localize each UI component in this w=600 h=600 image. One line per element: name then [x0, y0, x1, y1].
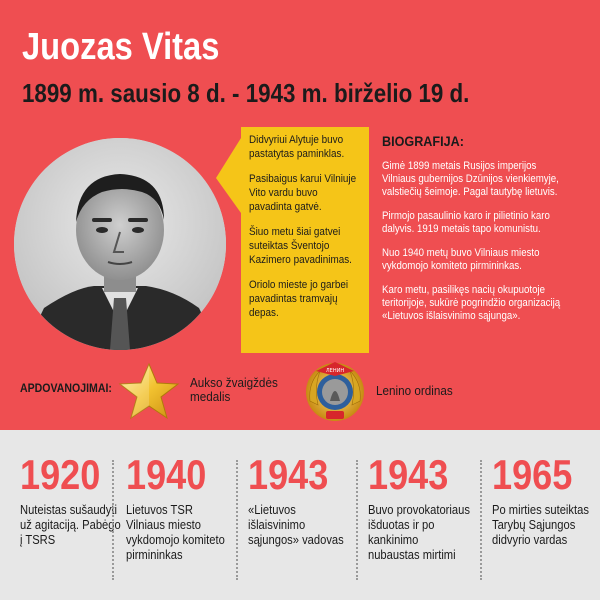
- biography-paragraph: Gimė 1899 metais Rusijos imperijos Vilniaus gubernijos Dzūnijos vienkiemyje, valstiečių šeimoje. Pagal tautybę lietuvis.: [382, 160, 559, 198]
- timeline-description: «Lietuvos išlaisvinimo sąjungos» vadovas: [248, 502, 344, 547]
- timeline-year: 1943: [248, 451, 329, 498]
- portrait-photo: [14, 138, 226, 350]
- timeline-item: [20, 452, 140, 547]
- portrait-illustration: [14, 138, 226, 350]
- facts-callout: [241, 127, 369, 353]
- callout-fact: Oriolo mieste jo garbei pavadintas tramvajų depas.: [249, 279, 349, 319]
- biography-paragraph: Nuo 1940 metų buvo Vilniaus miesto vykdomojo komiteto pirmininkas.: [382, 247, 540, 272]
- timeline-description: Lietuvos TSR Vilniaus miesto vykdomojo komiteto pirmininkas: [126, 502, 225, 562]
- awards-label: APDOVANOJIMAI:: [20, 381, 112, 395]
- biography-paragraph: Pirmojo pasaulinio karo ir pilietinio karo dalyvis. 1919 metais tapo komunistu.: [382, 210, 550, 235]
- life-dates: 1899 m. sausio 8 d. - 1943 m. birželio 19 d.: [22, 78, 470, 108]
- biography-paragraph: Karo metu, pasilikęs nacių okupuotoje teritorijoje, sukūrė pogrindžio organizaciją «Lietuvos išlaisvinimo sąjunga».: [382, 284, 561, 322]
- timeline-item: [492, 452, 600, 547]
- timeline-divider: [236, 460, 238, 580]
- order-emblem-text: ЛЕНИН: [325, 368, 345, 374]
- callout-fact: Didvyriui Alytuje buvo pastatytas paminklas.: [249, 134, 345, 160]
- timeline-description: Po mirties suteiktas Tarybų Sąjungos didvyrio vardas: [492, 502, 589, 547]
- biography-title: BIOGRAFIJA:: [382, 133, 464, 149]
- timeline-item: [126, 452, 246, 562]
- callout-fact: Šiuo metu šiai gatvei suteiktas Šventojo Kazimero pavadinimas.: [249, 226, 352, 266]
- gold-star-medal-icon: [118, 362, 180, 420]
- timeline-year: 1943: [368, 451, 449, 498]
- timeline-year: 1940: [126, 451, 207, 498]
- timeline-item: [248, 452, 368, 547]
- biography-text: [382, 160, 582, 334]
- callout-fact: Pasibaigus karui Vilniuje Vito vardu buvo pavadinta gatvė.: [249, 173, 357, 213]
- person-name: Juozas Vitas: [22, 26, 220, 68]
- order-of-lenin-icon: [302, 361, 368, 423]
- timeline-divider: [480, 460, 482, 580]
- timeline-item: [368, 452, 488, 562]
- timeline-description: Nuteistas sušaudyti už agitaciją. Pabėgo į TSRS: [20, 502, 121, 547]
- timeline-divider: [112, 460, 114, 580]
- timeline-description: Buvo provokatoriaus išduotas ir po kankinimo nubaustas mirtimi: [368, 502, 470, 562]
- award-gold-star-name: Aukso žvaigždės medalis: [190, 375, 278, 404]
- timeline-divider: [356, 460, 358, 580]
- timeline-year: 1920: [20, 451, 101, 498]
- timeline-year: 1965: [492, 451, 573, 498]
- award-lenin-order-name: Lenino ordinas: [376, 383, 453, 398]
